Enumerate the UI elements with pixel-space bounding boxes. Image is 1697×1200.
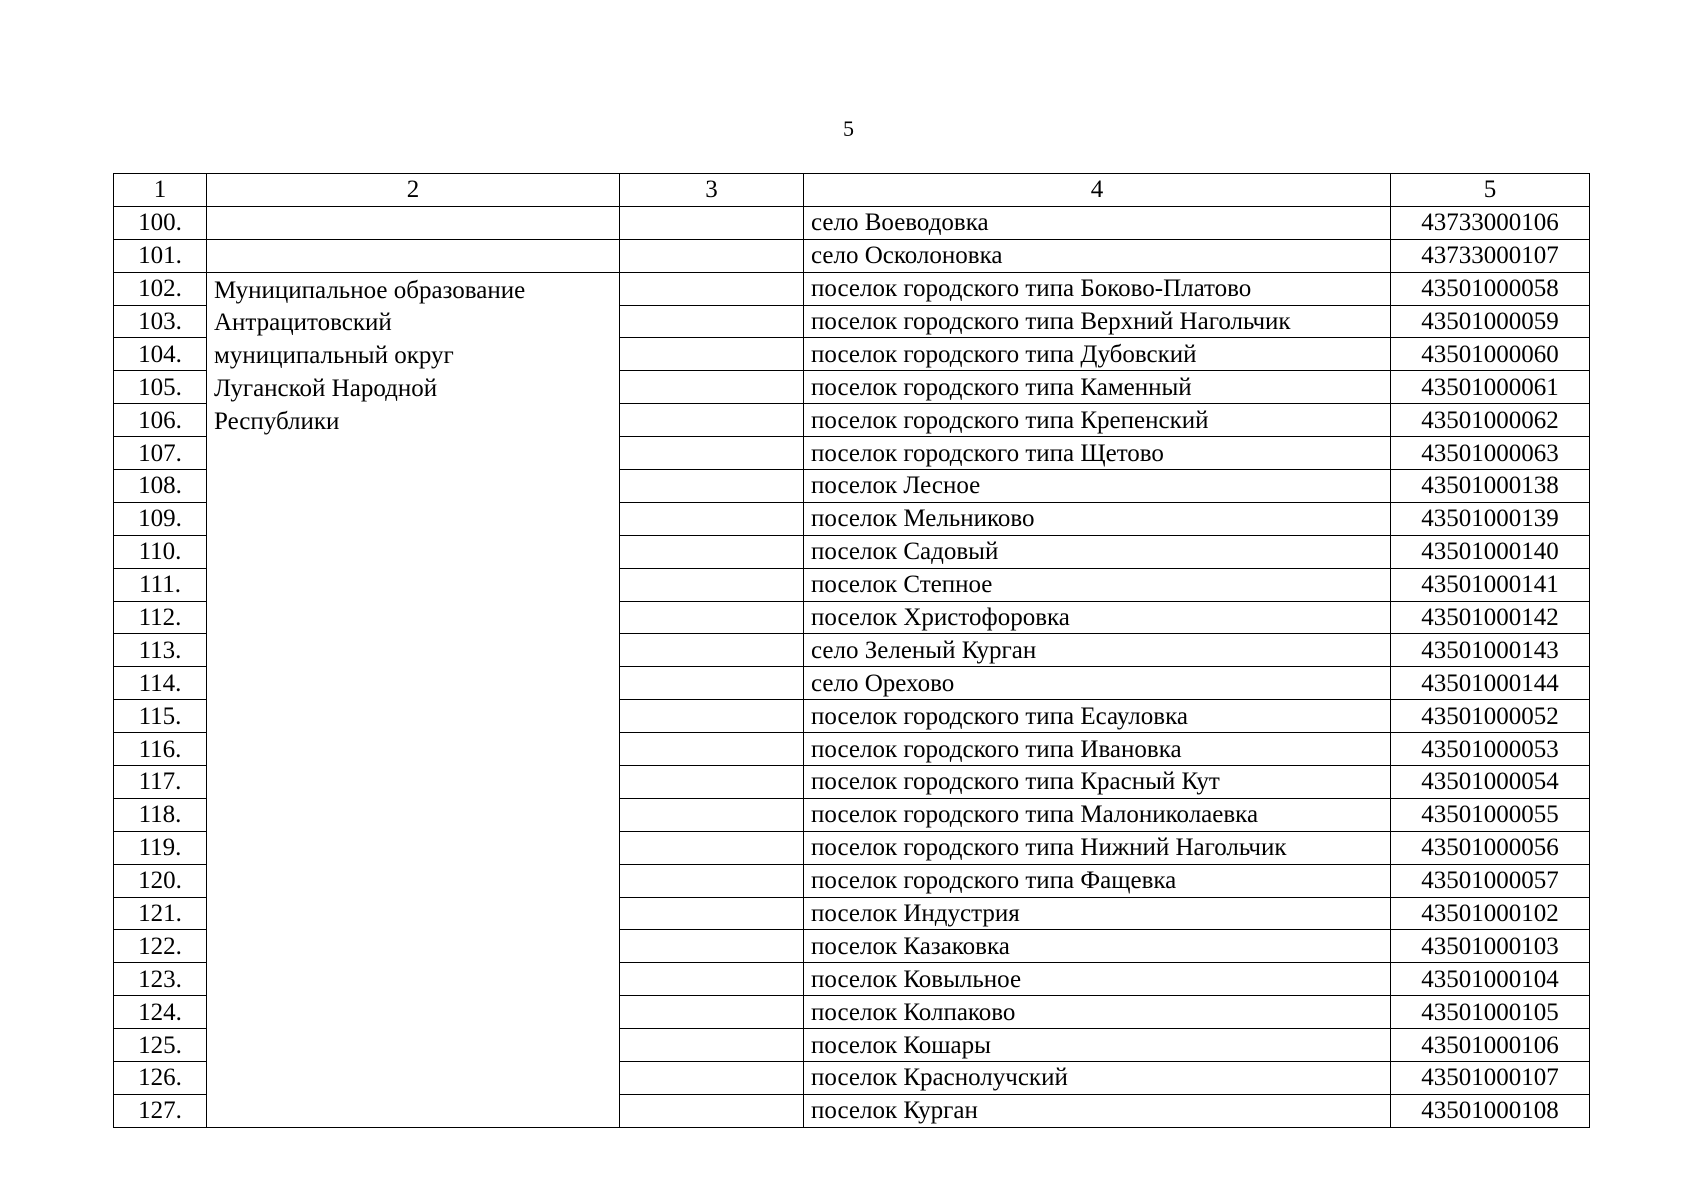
column-3-cell <box>620 239 804 272</box>
row-number: 108. <box>114 470 207 503</box>
row-number: 127. <box>114 1094 207 1127</box>
row-number: 104. <box>114 338 207 371</box>
settlement-name: село Осколоновка <box>804 239 1391 272</box>
settlement-code: 43733000106 <box>1391 206 1590 239</box>
municipality-name-line: Республики <box>214 407 340 435</box>
column-3-cell <box>620 864 804 897</box>
settlement-code: 43501000054 <box>1391 766 1590 799</box>
column-3-cell <box>620 371 804 404</box>
column-3-cell <box>620 1029 804 1062</box>
column-3-cell <box>620 305 804 338</box>
column-3-cell <box>620 798 804 831</box>
column-3-cell <box>620 831 804 864</box>
row-number: 117. <box>114 766 207 799</box>
settlement-code: 43501000102 <box>1391 897 1590 930</box>
column-3-cell <box>620 206 804 239</box>
settlement-name: поселок городского типа Есауловка <box>804 700 1391 733</box>
settlement-name: поселок Курган <box>804 1094 1391 1127</box>
row-number: 100. <box>114 206 207 239</box>
row-number: 103. <box>114 305 207 338</box>
municipality-name <box>207 272 620 1127</box>
row-number: 123. <box>114 963 207 996</box>
settlement-code: 43501000053 <box>1391 733 1590 766</box>
settlement-code: 43501000143 <box>1391 634 1590 667</box>
settlement-code: 43501000052 <box>1391 700 1590 733</box>
settlement-name: поселок городского типа Малониколаевка <box>804 798 1391 831</box>
column-header-1: 1 <box>114 174 207 207</box>
column-3-cell <box>620 404 804 437</box>
column-header-5: 5 <box>1391 174 1590 207</box>
settlement-code: 43501000142 <box>1391 601 1590 634</box>
settlement-name: поселок городского типа Нижний Нагольчик <box>804 831 1391 864</box>
settlement-name: поселок Лесное <box>804 470 1391 503</box>
row-number: 122. <box>114 930 207 963</box>
settlement-name: поселок Христофоровка <box>804 601 1391 634</box>
municipality-cell <box>207 206 620 239</box>
settlement-name: поселок Садовый <box>804 535 1391 568</box>
settlement-code: 43501000106 <box>1391 1029 1590 1062</box>
row-number: 126. <box>114 1062 207 1095</box>
settlements-table <box>113 173 1590 1128</box>
settlement-code: 43501000056 <box>1391 831 1590 864</box>
settlement-name: поселок Колпаково <box>804 996 1391 1029</box>
settlement-code: 43501000140 <box>1391 535 1590 568</box>
column-3-cell <box>620 766 804 799</box>
settlement-name: поселок Ковыльное <box>804 963 1391 996</box>
settlement-name: поселок Кошары <box>804 1029 1391 1062</box>
settlement-name: поселок Степное <box>804 568 1391 601</box>
settlement-name: поселок городского типа Фащевка <box>804 864 1391 897</box>
settlement-code: 43501000055 <box>1391 798 1590 831</box>
settlement-name: село Орехово <box>804 667 1391 700</box>
settlement-name: поселок городского типа Крепенский <box>804 404 1391 437</box>
column-3-cell <box>620 897 804 930</box>
row-number: 124. <box>114 996 207 1029</box>
column-3-cell <box>620 437 804 470</box>
settlement-code: 43501000107 <box>1391 1062 1590 1095</box>
row-number: 102. <box>114 272 207 305</box>
row-number: 111. <box>114 568 207 601</box>
row-number: 114. <box>114 667 207 700</box>
settlement-code: 43501000105 <box>1391 996 1590 1029</box>
row-number: 109. <box>114 502 207 535</box>
row-number: 115. <box>114 700 207 733</box>
column-3-cell <box>620 568 804 601</box>
municipality-name-line: Муниципальное образование <box>214 276 526 304</box>
settlement-name: поселок Казаковка <box>804 930 1391 963</box>
column-3-cell <box>620 700 804 733</box>
column-3-cell <box>620 502 804 535</box>
row-number: 121. <box>114 897 207 930</box>
settlement-name: поселок Мельниково <box>804 502 1391 535</box>
column-3-cell <box>620 963 804 996</box>
row-number: 116. <box>114 733 207 766</box>
table-row <box>114 239 1590 272</box>
settlement-code: 43501000144 <box>1391 667 1590 700</box>
column-3-cell <box>620 338 804 371</box>
settlement-code: 43733000107 <box>1391 239 1590 272</box>
settlement-code: 43501000059 <box>1391 305 1590 338</box>
settlement-code: 43501000060 <box>1391 338 1590 371</box>
settlement-name: поселок городского типа Дубовский <box>804 338 1391 371</box>
column-3-cell <box>620 930 804 963</box>
settlement-code: 43501000058 <box>1391 272 1590 305</box>
page-number: 5 <box>843 116 854 141</box>
row-number: 105. <box>114 371 207 404</box>
table-row <box>114 206 1590 239</box>
header-row <box>114 174 1590 207</box>
row-number: 107. <box>114 437 207 470</box>
settlement-code: 43501000104 <box>1391 963 1590 996</box>
row-number: 125. <box>114 1029 207 1062</box>
column-3-cell <box>620 535 804 568</box>
row-number: 110. <box>114 535 207 568</box>
settlement-code: 43501000141 <box>1391 568 1590 601</box>
settlement-code: 43501000138 <box>1391 470 1590 503</box>
settlement-name: поселок городского типа Верхний Нагольчик <box>804 305 1391 338</box>
municipality-name-line: муниципальный округ <box>214 342 454 370</box>
row-number: 119. <box>114 831 207 864</box>
column-header-2: 2 <box>207 174 620 207</box>
settlement-name: поселок Краснолучский <box>804 1062 1391 1095</box>
settlement-name: поселок городского типа Красный Кут <box>804 766 1391 799</box>
settlement-name: поселок городского типа Ивановка <box>804 733 1391 766</box>
column-header-4: 4 <box>804 174 1391 207</box>
column-3-cell <box>620 1062 804 1095</box>
settlement-code: 43501000139 <box>1391 502 1590 535</box>
settlement-code: 43501000063 <box>1391 437 1590 470</box>
municipality-name-line: Антрацитовский <box>214 309 392 337</box>
column-3-cell <box>620 996 804 1029</box>
settlement-code: 43501000108 <box>1391 1094 1590 1127</box>
row-number: 112. <box>114 601 207 634</box>
settlement-code: 43501000062 <box>1391 404 1590 437</box>
row-number: 106. <box>114 404 207 437</box>
column-header-3: 3 <box>620 174 804 207</box>
column-3-cell <box>620 601 804 634</box>
settlement-name: поселок городского типа Боково-Платово <box>804 272 1391 305</box>
column-3-cell <box>620 272 804 305</box>
row-number: 118. <box>114 798 207 831</box>
column-3-cell <box>620 667 804 700</box>
row-number: 113. <box>114 634 207 667</box>
row-number: 101. <box>114 239 207 272</box>
settlement-name: поселок Индустрия <box>804 897 1391 930</box>
settlement-name: поселок городского типа Каменный <box>804 371 1391 404</box>
column-3-cell <box>620 733 804 766</box>
settlement-code: 43501000057 <box>1391 864 1590 897</box>
table-row <box>114 272 1590 305</box>
column-3-cell <box>620 470 804 503</box>
municipality-cell <box>207 239 620 272</box>
column-3-cell <box>620 1094 804 1127</box>
municipality-name-line: Луганской Народной <box>214 375 438 403</box>
settlement-code: 43501000103 <box>1391 930 1590 963</box>
row-number: 120. <box>114 864 207 897</box>
settlement-name: поселок городского типа Щетово <box>804 437 1391 470</box>
column-3-cell <box>620 634 804 667</box>
settlement-name: село Воеводовка <box>804 206 1391 239</box>
settlement-code: 43501000061 <box>1391 371 1590 404</box>
settlement-name: село Зеленый Курган <box>804 634 1391 667</box>
